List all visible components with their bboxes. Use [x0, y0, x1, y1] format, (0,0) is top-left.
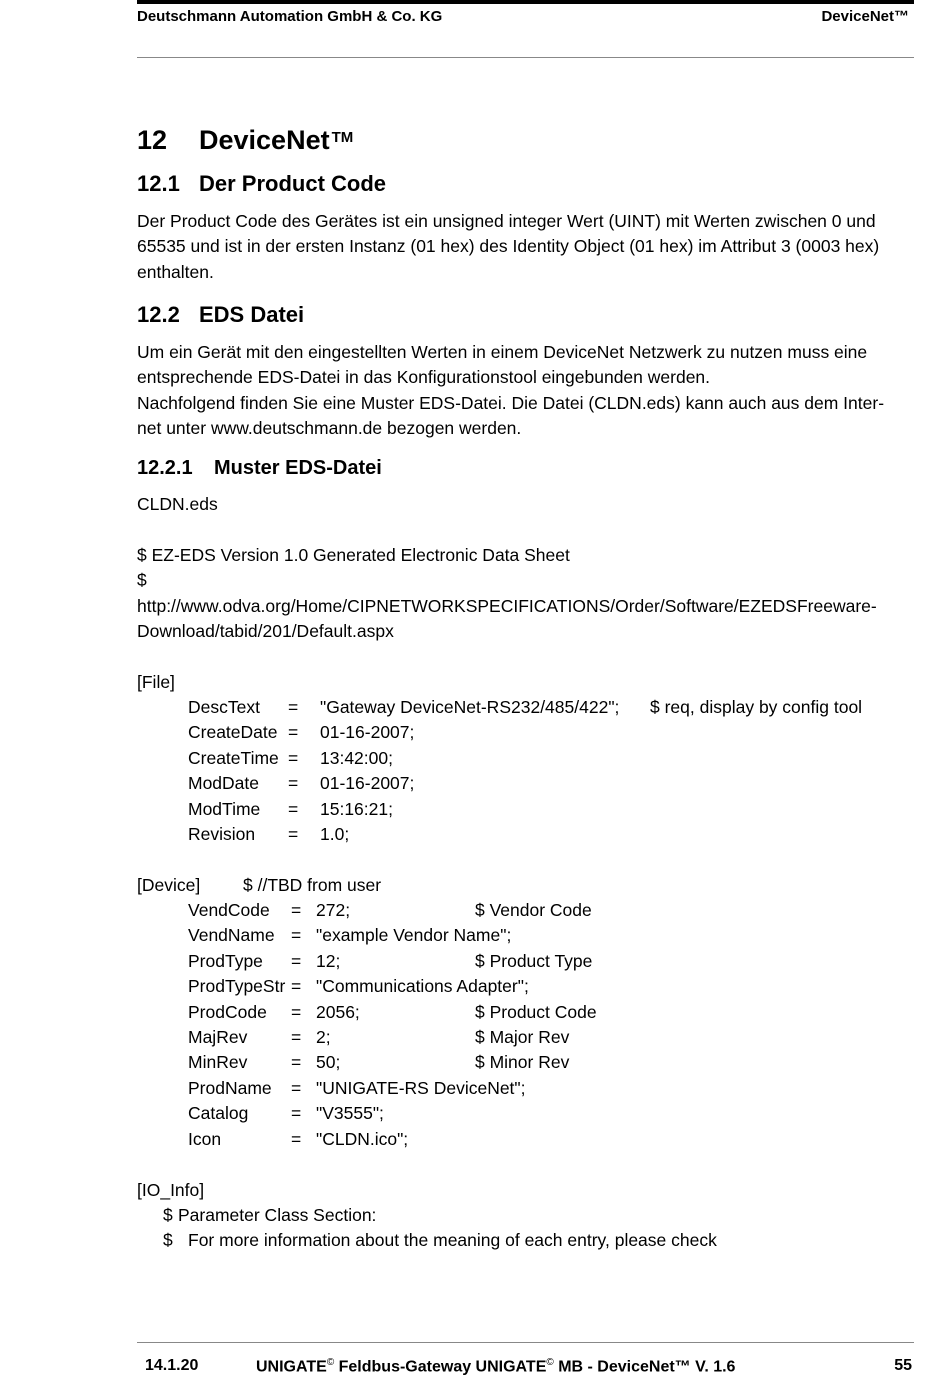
registered-mark: ©: [326, 1357, 335, 1368]
chapter-heading: [137, 125, 353, 156]
eds-entry-equals: =: [288, 773, 299, 794]
eds-entry-comment: $ Vendor Code: [475, 900, 592, 920]
eds-entry-key: DescText: [188, 697, 260, 717]
eds-entry-comment: $ Product Type: [475, 950, 593, 971]
eds-entry-key: VendCode: [188, 900, 270, 920]
eds-entry-key: CreateDate: [188, 722, 278, 743]
eds-entry-key: MajRev: [188, 1027, 248, 1047]
header-top-rule: [137, 0, 914, 4]
eds-entry-key: ProdCode: [188, 1001, 267, 1022]
paragraph-line: net unter www.deutschmann.de bezogen werden.: [137, 418, 522, 438]
paragraph-line: Um ein Gerät mit den eingestellten Werten in einem DeviceNet Netzwerk zu nutzen muss eine: [137, 342, 868, 362]
eds-entry-equals: =: [291, 1027, 302, 1047]
paragraph-line: enthalten.: [137, 262, 214, 282]
eds-entry-equals: =: [291, 1001, 302, 1022]
eds-intro-url: http://www.odva.org/Home/CIPNETWORKSPECIFICATIONS/Order/Software/EZEDSFreeware-: [137, 596, 877, 616]
eds-entry-value: "V3555";: [316, 1103, 384, 1124]
eds-entry-equals: =: [291, 976, 302, 997]
eds-intro-url: Download/tabid/201/Default.aspx: [137, 621, 394, 641]
eds-io-text: For more information about the meaning of each entry, please check: [188, 1230, 717, 1250]
section-number: 12.2: [137, 302, 180, 327]
chapter-number: 12: [137, 125, 168, 155]
eds-entry-equals: =: [291, 1052, 302, 1073]
paragraph-line: Der Product Code des Gerätes ist ein unsigned integer Wert (UINT) mit Werten zwischen 0 und: [137, 211, 876, 231]
header-company: Deutschmann Automation GmbH & Co. KG: [137, 8, 443, 25]
eds-entry-key: ModDate: [188, 773, 260, 794]
eds-entry-key: VendName: [188, 925, 275, 946]
section-heading-eds-datei: [137, 302, 304, 328]
eds-io-section: [IO_Info]: [137, 1180, 205, 1200]
eds-file-section: [File]: [137, 672, 175, 692]
eds-entry-key: ProdTypeStr: [188, 976, 286, 997]
subsection-title: Muster EDS-Datei: [214, 457, 382, 479]
eds-entry-equals: =: [288, 697, 299, 717]
eds-entry-key: Catalog: [188, 1103, 249, 1124]
eds-entry-comment: $ Minor Rev: [475, 1052, 570, 1073]
paragraph-line: entsprechende EDS-Datei in das Konfigurationstool eingebunden werden.: [137, 367, 711, 387]
eds-entry-equals: =: [288, 798, 299, 819]
eds-entry-key: Revision: [188, 824, 256, 844]
section-title: Der Product Code: [199, 171, 387, 196]
eds-entry-value: "Communications Adapter";: [316, 976, 529, 997]
eds-entry-equals: =: [291, 950, 302, 971]
paragraph-line: 65535 und ist in der ersten Instanz (01 hex) des Identity Object (01 hex) im Attribut 3 (0003 hex): [137, 236, 880, 256]
eds-io-text: Parameter Class Section:: [178, 1205, 377, 1225]
registered-mark: ©: [546, 1357, 554, 1368]
eds-intro-line: $ EZ-EDS Version 1.0 Generated Electronic Data Sheet: [137, 545, 570, 565]
eds-entry-equals: =: [288, 747, 299, 768]
eds-entry-key: MinRev: [188, 1052, 248, 1073]
eds-entry-comment: $ Major Rev: [475, 1027, 570, 1047]
footer-page-number: 55: [894, 1357, 912, 1374]
footer-rule: [137, 1342, 914, 1343]
eds-device-comment: $ //TBD from user: [243, 875, 382, 895]
eds-entry-equals: =: [291, 1103, 302, 1124]
eds-entry-value: "UNIGATE-RS DeviceNet";: [316, 1077, 526, 1098]
eds-io-prefix: $: [163, 1205, 173, 1225]
eds-entry-key: ProdName: [188, 1077, 272, 1098]
eds-entry-value: 15:16:21;: [320, 798, 393, 819]
eds-entry-key: Icon: [188, 1128, 222, 1149]
eds-io-prefix: $: [163, 1230, 173, 1250]
eds-intro-line: $: [137, 570, 147, 590]
eds-entry-comment: $ req, display by config tool: [650, 697, 863, 717]
header-bottom-rule: [137, 57, 914, 58]
subsection-heading-muster-eds: [137, 457, 382, 480]
eds-entry-value: 2056;: [316, 1001, 360, 1022]
eds-entry-equals: =: [291, 925, 302, 946]
header-product: DeviceNet™: [821, 8, 909, 25]
section-number: 12.1: [137, 171, 180, 196]
eds-device-section: [Device]: [137, 875, 201, 895]
eds-entry-value: 2;: [316, 1027, 331, 1047]
eds-entry-key: CreateTime: [188, 747, 279, 768]
footer-title: [256, 1357, 735, 1376]
footer-title-b: Feldbus-Gateway UNIGATE: [334, 1358, 547, 1376]
eds-entry-value: 1.0;: [320, 824, 350, 844]
eds-entry-comment: $ Product Code: [475, 1001, 597, 1022]
eds-entry-value: "CLDN.ico";: [316, 1128, 409, 1149]
eds-entry-equals: =: [291, 1128, 302, 1149]
eds-entry-equals: =: [291, 900, 302, 920]
subsection-number: 12.2.1: [137, 457, 193, 479]
eds-entry-key: ProdType: [188, 950, 263, 971]
eds-entry-value: 01-16-2007;: [320, 773, 415, 794]
footer-title-a: UNIGATE: [256, 1358, 327, 1376]
chapter-trademark: TM: [331, 129, 354, 146]
eds-entry-equals: =: [291, 1077, 302, 1098]
eds-entry-value: 13:42:00;: [320, 747, 393, 768]
eds-entry-value: 50;: [316, 1052, 341, 1073]
footer-date: 14.1.20: [145, 1357, 199, 1374]
eds-entry-value: 12;: [316, 950, 341, 971]
eds-entry-value: "example Vendor Name";: [316, 925, 512, 946]
eds-filename: CLDN.eds: [137, 494, 218, 514]
section-title: EDS Datei: [199, 302, 305, 327]
section-heading-product-code: [137, 171, 386, 197]
eds-entry-equals: =: [288, 824, 299, 844]
eds-entry-equals: =: [288, 722, 299, 743]
eds-entry-value: 272;: [316, 900, 351, 920]
eds-entry-value: "Gateway DeviceNet-RS232/485/422";: [320, 697, 620, 717]
eds-entry-value: 01-16-2007;: [320, 722, 415, 743]
paragraph-line: Nachfolgend finden Sie eine Muster EDS-Datei. Die Datei (CLDN.eds) kann auch aus dem Inter-: [137, 393, 885, 413]
chapter-title: DeviceNet: [199, 125, 330, 155]
eds-entry-key: ModTime: [188, 798, 261, 819]
footer-title-c: MB - DeviceNet™ V. 1.6: [553, 1358, 736, 1376]
